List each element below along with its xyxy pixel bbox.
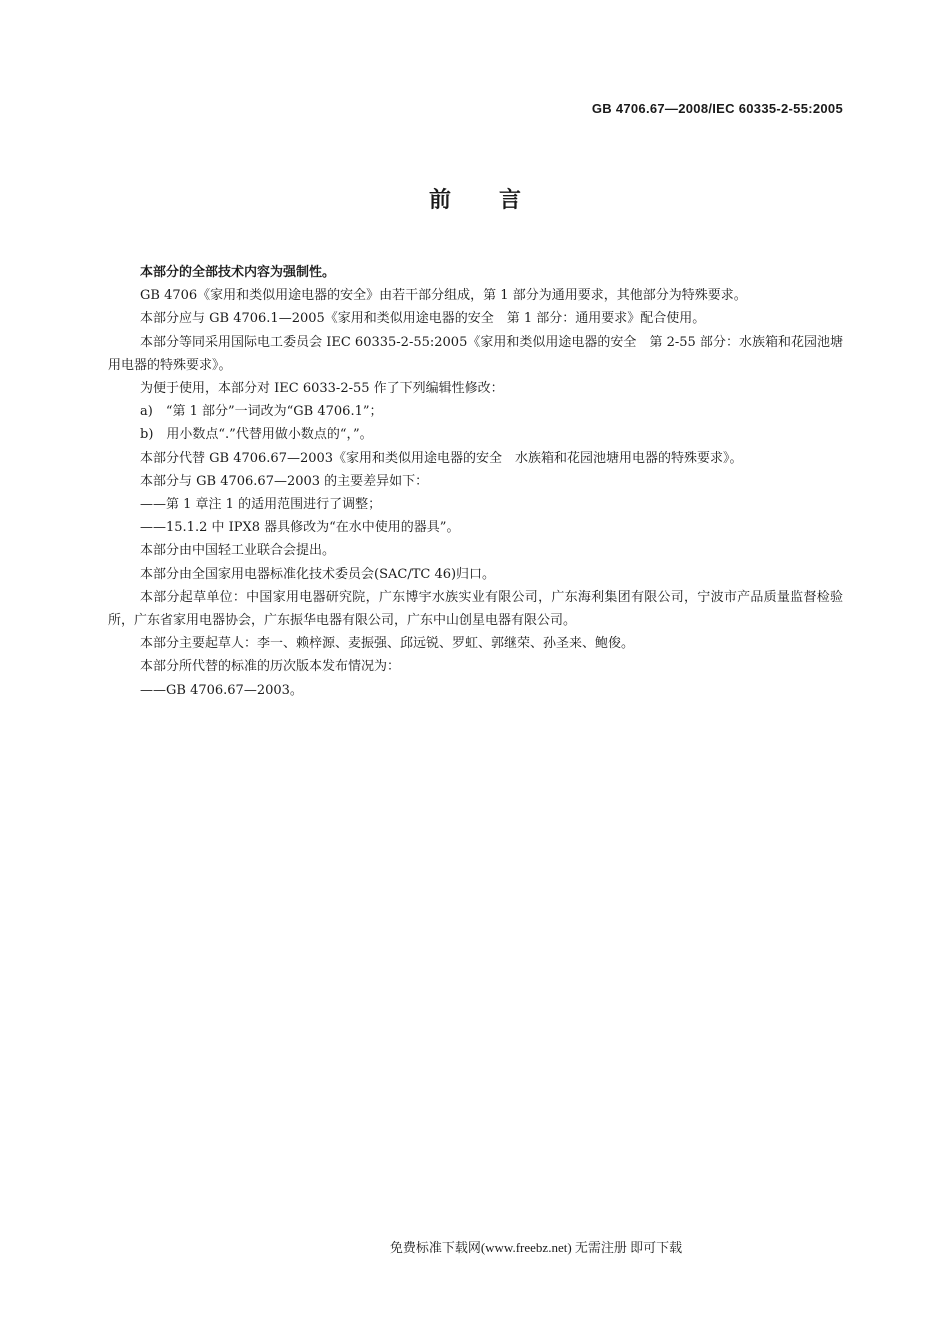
paragraph: 为便于使用，本部分对 IEC 6033-2-55 作了下列编辑性修改： bbox=[140, 381, 504, 397]
paragraph: 本部分由全国家用电器标准化技术委员会(SAC/TC 46)归口。 bbox=[140, 566, 496, 582]
list-item: ——GB 4706.67—2003。 bbox=[140, 682, 303, 698]
paragraph: 本部分代替 GB 4706.67—2003《家用和类似用途电器的安全 水族箱和花园池塘用电器的特殊要求》。 bbox=[140, 450, 743, 466]
list-item: ——第 1 章注 1 的适用范围进行了调整； bbox=[140, 497, 382, 513]
paragraph: 本部分主要起草人：李一、赖梓源、麦振强、邱远锐、罗虹、郭继荣、孙圣来、鲍俊。 bbox=[140, 636, 635, 652]
list-item: a) “第 1 部分”一词改为“GB 4706.1”； bbox=[140, 404, 383, 420]
paragraph: 本部分应与 GB 4706.1—2005《家用和类似用途电器的安全 第 1 部分：通用要求》配合使用。 bbox=[140, 311, 706, 327]
mandatory-statement: 本部分的全部技术内容为强制性。 bbox=[140, 265, 336, 280]
paragraph: 本部分等同采用国际电工委员会 IEC 60335-2-55:2005《家用和类似用途电器的安全 第 2-55 部分：水族箱和花园池塘用电器的特殊要求》。 bbox=[108, 334, 843, 373]
paragraph: 本部分与 GB 4706.67—2003 的主要差异如下： bbox=[140, 473, 429, 489]
page-title: 前言 bbox=[428, 188, 569, 213]
standard-number-header: GB 4706.67—2008/IEC 60335-2-55:2005 bbox=[591, 101, 843, 116]
foreword-body bbox=[108, 261, 843, 702]
list-item: b) 用小数点“.”代替用做小数点的“，”。 bbox=[140, 427, 373, 443]
paragraph: 本部分起草单位：中国家用电器研究院，广东博宇水族实业有限公司，广东海利集团有限公司，宁波市产品质量监督检验所，广东省家用电器协会，广东振华电器有限公司，广东中山创星电器有限公司。 bbox=[108, 589, 843, 629]
download-footer: 免费标准下载网(www.freebz.net) 无需注册 即可下载 bbox=[389, 1240, 683, 1255]
list-item: ——15.1.2 中 IPX8 器具修改为“在水中使用的器具”。 bbox=[140, 520, 460, 536]
paragraph: GB 4706《家用和类似用途电器的安全》由若干部分组成，第 1 部分为通用要求，其他部分为特殊要求。 bbox=[140, 288, 747, 304]
paragraph: 本部分所代替的标准的历次版本发布情况为： bbox=[140, 659, 401, 675]
paragraph: 本部分由中国轻工业联合会提出。 bbox=[140, 543, 336, 559]
